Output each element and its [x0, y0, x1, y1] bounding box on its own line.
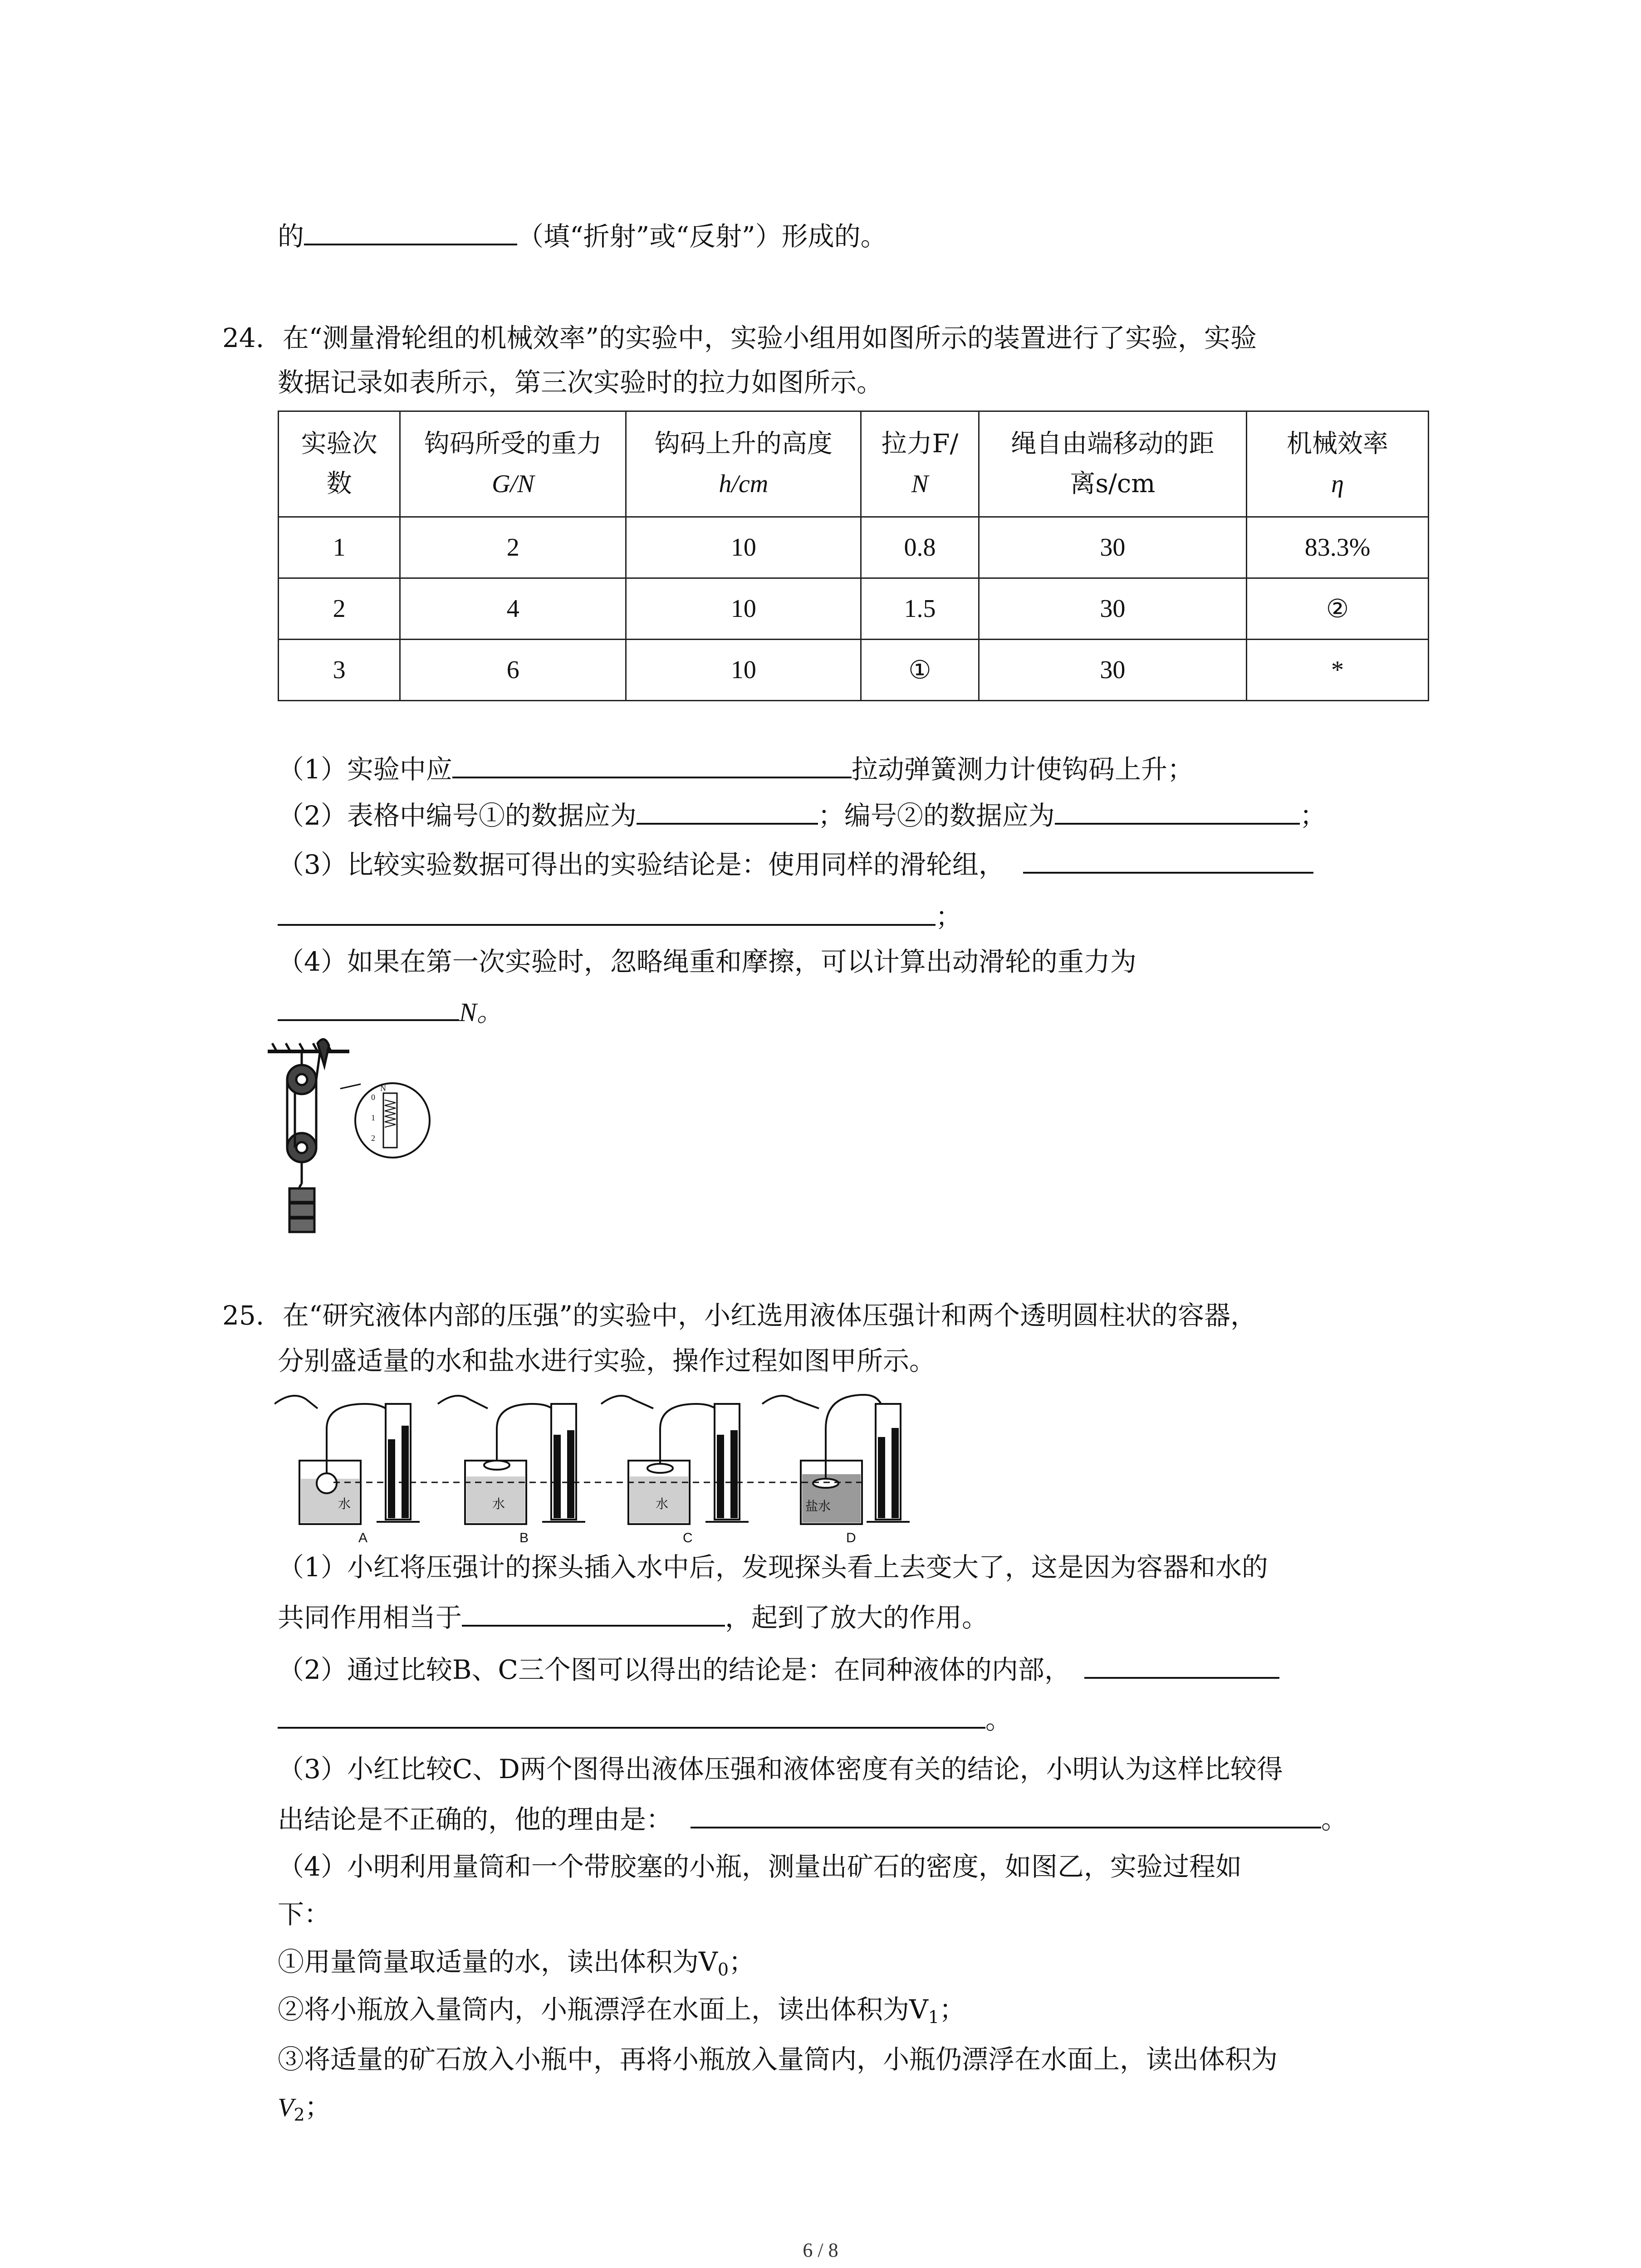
answer-blank[interactable]	[1023, 848, 1313, 874]
gauge-label: 2	[371, 1134, 375, 1143]
table-row	[279, 640, 1429, 701]
gauge-label: 1	[371, 1113, 375, 1122]
liquid-label: 水	[338, 1496, 351, 1511]
table-cell: 3	[279, 640, 400, 701]
question-number: 24.	[222, 323, 265, 353]
q24-line1	[222, 322, 1257, 354]
q24-line2: 数据记录如表所示，第三次实验时的拉力如图所示。	[278, 367, 883, 398]
liquid-label: 水	[656, 1496, 669, 1511]
pulley-figure	[268, 1034, 431, 1243]
q24-sub1: （1）实验中应 拉动弹簧测力计使钩码上升；	[278, 754, 1194, 785]
q25-sub4: （4）小明利用量筒和一个带胶塞的小瓶，测量出矿石的密度，如图乙，实验过程如	[278, 1851, 1242, 1882]
table-header-cell: 拉力F/ N	[861, 411, 979, 517]
answer-blank[interactable]	[278, 900, 936, 926]
answer-blank[interactable]	[691, 1803, 1321, 1828]
q24-sub4-cont: N。	[278, 996, 503, 1028]
q25-sub2: （2）通过比较B、C三个图可以得出的结论是：在同种液体的内部，	[278, 1653, 1279, 1686]
q25-sub1: （1）小红将压强计的探头插入水中后，发现探头看上去变大了，这是因为容器和水的	[278, 1552, 1268, 1583]
page-number: 6 / 8	[803, 2239, 838, 2261]
q25-sub4-cont: 下：	[278, 1899, 331, 1930]
q24-sub3-cont: ；	[278, 900, 962, 933]
q25-line1	[222, 1300, 1257, 1331]
table-header-cell: 实验次 数	[279, 411, 400, 517]
table-cell: 10	[626, 578, 861, 640]
answer-blank[interactable]	[278, 996, 459, 1021]
table-cell: 10	[626, 640, 861, 701]
table-header-cell: 绳自由端移动的距 离s/cm	[979, 411, 1246, 517]
table-header-cell: 钩码所受的重力 G/N	[400, 411, 626, 517]
table-header-cell: 机械效率 η	[1247, 411, 1429, 517]
table-cell: ②	[1247, 578, 1429, 640]
q25-step1: ①用量筒量取适量的水，读出体积为$V_0$；	[278, 1946, 755, 1980]
table-cell: 2	[400, 517, 626, 578]
gauge-label: N	[380, 1084, 386, 1093]
table-cell: 10	[626, 517, 861, 578]
q24-sub2: （2）表格中编号①的数据应为 ；编号②的数据应为 ；	[278, 800, 1326, 831]
question-number: 25.	[222, 1300, 265, 1331]
table-cell: 30	[979, 517, 1246, 578]
table-cell: 0.8	[861, 517, 979, 578]
table-header-cell: 钩码上升的高度 h/cm	[626, 411, 861, 517]
q25-sub1-cont: 共同作用相当于 ，起到了放大的作用。	[278, 1602, 989, 1633]
answer-blank[interactable]	[462, 1601, 725, 1627]
intro-line	[278, 220, 887, 252]
q25-step3: ③将适量的矿石放入小瓶中，再将小瓶放入量筒内，小瓶仍漂浮在水面上，读出体积为	[278, 2044, 1278, 2075]
answer-blank[interactable]	[452, 753, 852, 778]
table-cell: 2	[279, 578, 400, 640]
intro-prefix: 的	[278, 221, 304, 252]
liquid-label: 盐水	[805, 1499, 831, 1514]
gauge-label: 0	[371, 1093, 375, 1102]
q25-step2: ②将小瓶放入量筒内，小瓶漂浮在水面上，读出体积为$V_1$；	[278, 1994, 966, 2027]
table-cell: 1.5	[861, 578, 979, 640]
answer-blank[interactable]	[1084, 1653, 1279, 1679]
intro-suffix: （填“折射”或“反射”）形成的。	[517, 221, 887, 252]
q25-line2: 分别盛适量的水和盐水进行实验，操作过程如图甲所示。	[278, 1345, 936, 1376]
liquid-label: 水	[492, 1496, 505, 1511]
table-cell: 30	[979, 640, 1246, 701]
table-cell: 30	[979, 578, 1246, 640]
table-row	[279, 517, 1429, 578]
table-cell: 4	[400, 578, 626, 640]
figure-label: D	[846, 1530, 856, 1545]
figure-label: A	[358, 1530, 368, 1545]
q25-sub2-cont: 。	[278, 1703, 1012, 1735]
q24-sub4: （4）如果在第一次实验时，忽略绳重和摩擦，可以计算出动滑轮的重力为	[278, 946, 1136, 977]
q24-data-table	[278, 411, 1429, 701]
table-cell: 6	[400, 640, 626, 701]
table-cell: *	[1247, 640, 1429, 701]
figure-label: B	[519, 1530, 529, 1545]
q25-sub3-cont: 出结论是不正确的，他的理由是： 。	[278, 1804, 1348, 1835]
table-cell: ①	[861, 640, 979, 701]
q25-step3-cont: $V_2$；	[278, 2092, 331, 2125]
table-cell: 83.3%	[1247, 517, 1429, 578]
q24-sub3: （3）比较实验数据可得出的实验结论是：使用同样的滑轮组，	[278, 848, 1313, 880]
q25-text-line1: 在“研究液体内部的压强”的实验中，小红选用液体压强计和两个透明圆柱状的容器，	[282, 1300, 1257, 1331]
table-header-row	[279, 411, 1429, 517]
answer-blank[interactable]	[1055, 799, 1300, 825]
answer-blank[interactable]	[637, 799, 818, 825]
answer-blank[interactable]	[304, 220, 517, 245]
pressure-figure	[274, 1386, 923, 1547]
figure-label: C	[683, 1530, 693, 1545]
answer-blank[interactable]	[278, 1703, 985, 1729]
table-cell: 1	[279, 517, 400, 578]
table-row	[279, 578, 1429, 640]
q24-text-line1: 在“测量滑轮组的机械效率”的实验中，实验小组用如图所示的装置进行了实验，实验	[282, 323, 1257, 353]
q25-sub3: （3）小红比较C、D两个图得出液体压强和液体密度有关的结论，小明认为这样比较得	[278, 1754, 1283, 1784]
